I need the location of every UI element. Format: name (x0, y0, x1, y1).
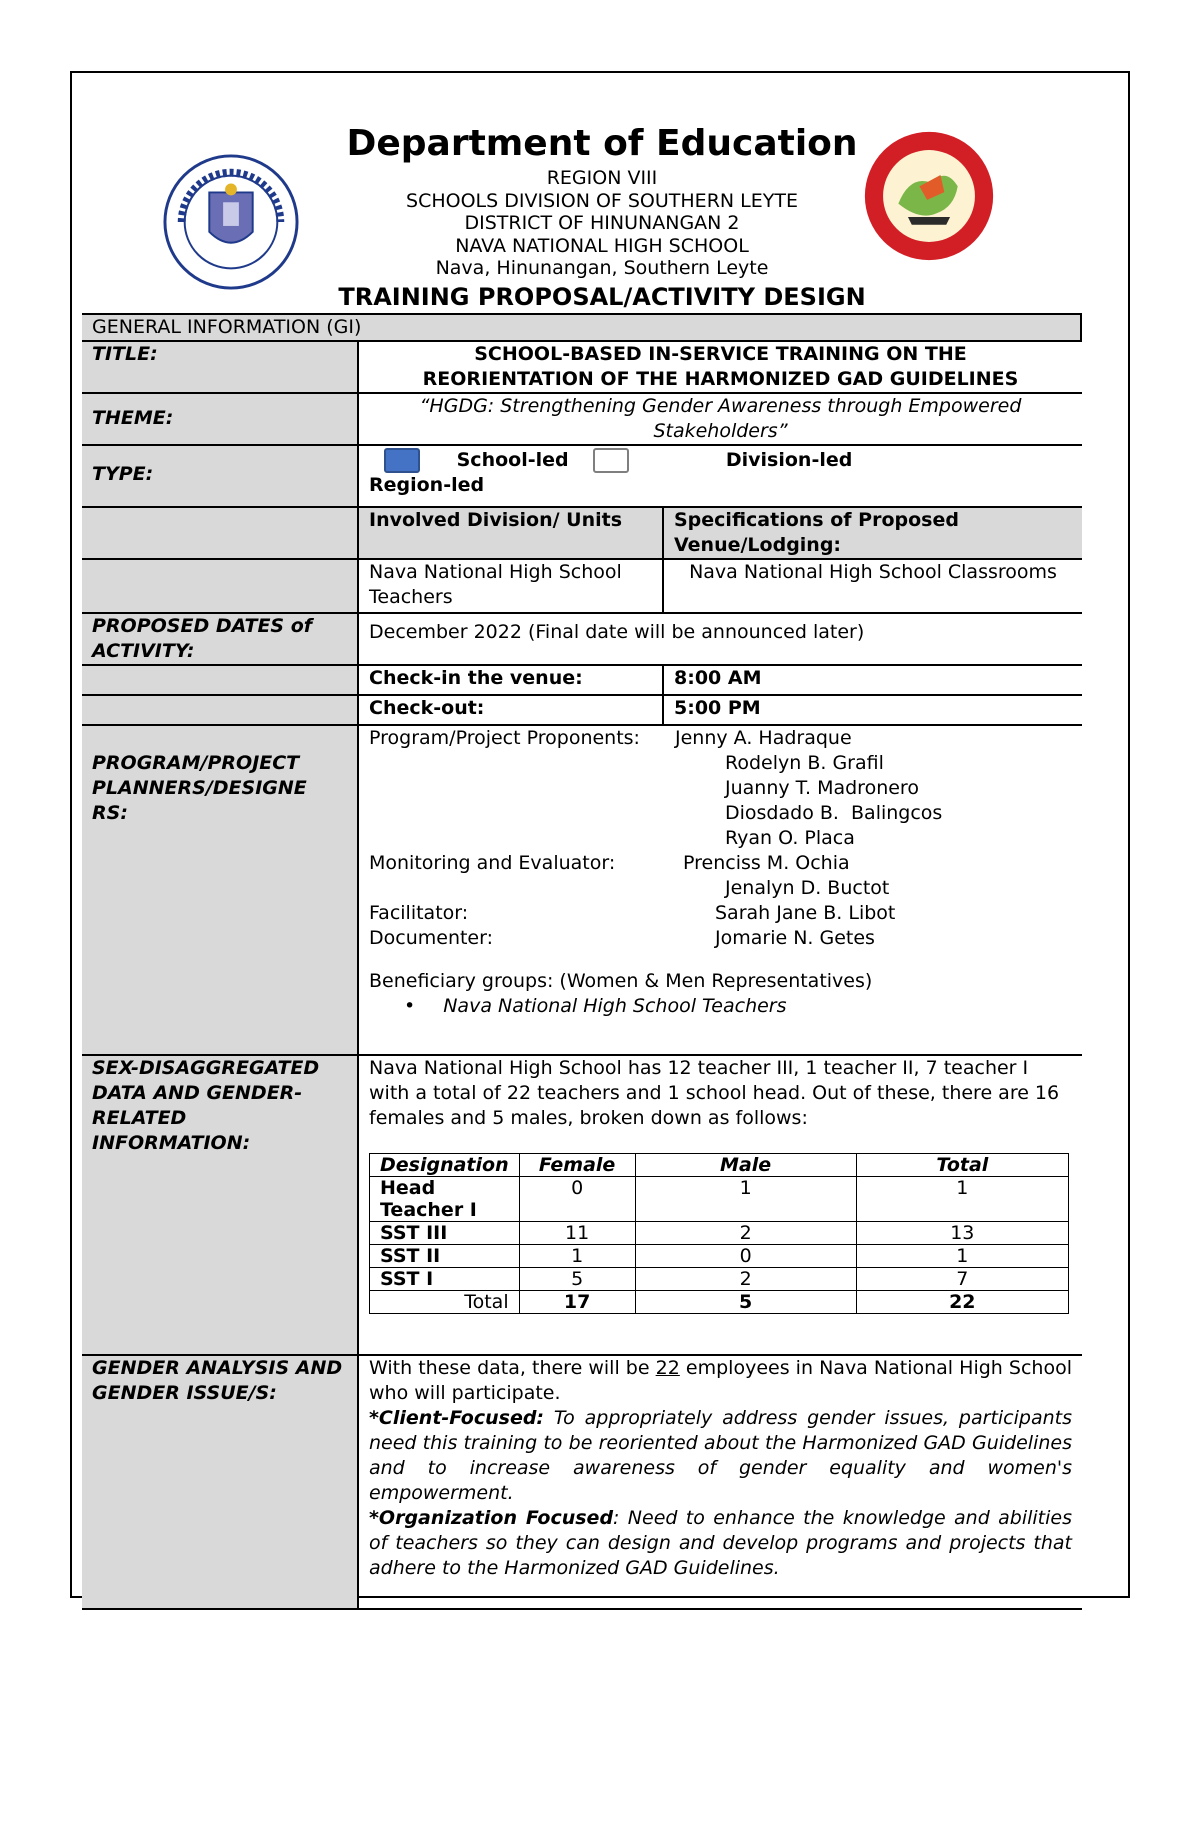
cell-female: 5 (519, 1268, 635, 1291)
facilitator-name: Sarah Jane B. Libot (715, 902, 896, 924)
cell-male: 0 (635, 1245, 856, 1268)
proponent-name: Jenny A. Hadraque (675, 727, 852, 749)
cell-designation: SST III (370, 1222, 520, 1245)
client-focused-text: To appropriately address gender issues, participants need this training to be reoriented about the Harmonized GAD Guidelines and to increase awareness of gender equality and women's empowerment. (369, 1407, 1072, 1504)
col-total: Total (856, 1154, 1068, 1177)
title-label: TITLE: (82, 342, 359, 392)
cell-total: 1 (856, 1177, 1068, 1222)
cell-female: 0 (519, 1177, 635, 1222)
beneficiary-label: Beneficiary groups: (Women & Men Representatives) (369, 970, 873, 992)
documenter-name: Jomarie N. Getes (715, 927, 875, 949)
personnel-table (369, 1153, 1069, 1314)
checkout-label-cell (82, 696, 359, 724)
client-focused-paragraph (369, 1406, 1072, 1506)
cell-designation: SST II (370, 1245, 520, 1268)
proposal-form (82, 313, 1082, 1610)
table-row (370, 1177, 1069, 1222)
theme-label: THEME: (82, 394, 359, 444)
intro-number: 22 (655, 1357, 680, 1379)
address-line: Nava, Hinunangan, Southern Leyte (435, 257, 769, 279)
beneficiary-item-text: Nava National High School Teachers (443, 995, 787, 1017)
organization-focused-text: : Need to enhance the knowledge and abilities of teachers so they can design and develop programs and projects that adhere to the Harmonized GAD Guidelines. (369, 1507, 1072, 1579)
type-row (82, 444, 1082, 506)
checkout-row (82, 694, 1082, 724)
table-row (370, 1245, 1069, 1268)
sex-data-value (359, 1056, 1082, 1354)
monitoring-label: Monitoring and Evaluator: (369, 852, 616, 874)
page-frame (70, 71, 1130, 1598)
facilitator-label: Facilitator: (369, 902, 469, 924)
region-line: REGION VIII (546, 167, 658, 189)
checkin-label-cell (82, 666, 359, 694)
units-header-label-cell (82, 508, 359, 558)
cell-total: 13 (856, 1222, 1068, 1245)
division-led-checkbox[interactable] (593, 448, 629, 473)
proponent-name: Rodelyn B. Grafil (725, 752, 884, 774)
units-row (82, 558, 1082, 612)
proposal-title: TRAINING PROPOSAL/ACTIVITY DESIGN (338, 282, 866, 311)
checkin-values (359, 666, 1082, 694)
proponent-name: Juanny T. Madronero (725, 777, 919, 799)
intro-post: employees in Nava National High School who will participate. (369, 1357, 1072, 1404)
planners-value (359, 726, 1082, 1054)
title-line-2: REORIENTATION OF THE HARMONIZED GAD GUIDELINES (422, 368, 1019, 390)
planners-row (82, 724, 1082, 1054)
division-led-label: Division-led (725, 449, 853, 471)
col-male: Male (635, 1154, 856, 1177)
cell-designation: Head Teacher I (370, 1177, 520, 1222)
organization-focused-label: *Organization Focused (369, 1507, 614, 1529)
checkin-row (82, 664, 1082, 694)
organization-focused-paragraph (369, 1506, 1072, 1581)
dates-label: PROPOSED DATES of ACTIVITY: (82, 614, 359, 664)
planners-label: PROGRAM/PROJECT PLANNERS/DESIGNE RS: (82, 726, 359, 1054)
checkout-label: Check-out: (359, 696, 664, 724)
monitor-name: Prenciss M. Ochia (683, 852, 850, 874)
type-options (359, 446, 1082, 506)
involved-units-value: Nava National High School Teachers (359, 560, 664, 612)
department-name: Department of Education (346, 123, 858, 164)
col-designation: Designation (370, 1154, 520, 1177)
checkin-value: 8:00 AM (674, 667, 762, 689)
units-values (359, 560, 1082, 612)
units-header-row (82, 506, 1082, 558)
units-label-cell (82, 560, 359, 612)
documenter-label: Documenter: (369, 927, 494, 949)
proponents-label: Program/Project Proponents: (369, 727, 640, 749)
col-female: Female (519, 1154, 635, 1177)
cell-female: 11 (519, 1222, 635, 1245)
venue-value: Nava National High School Classrooms (689, 561, 1057, 583)
table-total-row (370, 1291, 1069, 1314)
theme-line-1: “HGDG: Strengthening Gender Awareness through Empowered (419, 395, 1022, 417)
sex-data-row (82, 1054, 1082, 1354)
cell-male: 2 (635, 1268, 856, 1291)
title-value (359, 342, 1082, 392)
cell-male: 2 (635, 1222, 856, 1245)
gi-header: GENERAL INFORMATION (GI) (82, 315, 1082, 340)
dates-row (82, 612, 1082, 664)
proponent-name: Diosdado B. Balingcos (725, 802, 943, 824)
region-led-label: Region-led (369, 474, 485, 496)
gender-analysis-row (82, 1354, 1082, 1610)
gender-analysis-intro (369, 1356, 1072, 1406)
dates-value: December 2022 (Final date will be announced later) (369, 621, 865, 643)
units-header-col1: Involved Division/ Units (359, 508, 664, 558)
school-led-checkbox[interactable] (384, 448, 420, 473)
division-line: SCHOOLS DIVISION OF SOUTHERN LEYTE (406, 189, 798, 212)
checkin-label: Check-in the venue: (359, 666, 664, 694)
table-header-row (370, 1154, 1069, 1177)
total-male: 5 (635, 1291, 856, 1314)
type-label: TYPE: (82, 446, 359, 506)
sex-data-label: SEX-DISAGGREGATED DATA AND GENDER-RELATED INFORMATION: (82, 1056, 359, 1354)
cell-designation: SST I (370, 1268, 520, 1291)
bullet-icon: • (404, 995, 416, 1017)
cell-total: 1 (856, 1245, 1068, 1268)
school-led-label: School-led (456, 449, 569, 471)
district-line: DISTRICT OF HINUNANGAN 2 (464, 212, 740, 234)
table-row (370, 1222, 1069, 1245)
cell-male: 1 (635, 1177, 856, 1222)
client-focused-label: *Client-Focused: (369, 1407, 545, 1429)
title-row (82, 340, 1082, 392)
sex-data-paragraph: Nava National High School has 12 teacher III, 1 teacher II, 7 teacher I with a total of 22 teachers and 1 school head. Out of these, there are 16 females and 5 males, broken down as follows: (369, 1057, 1060, 1129)
letterhead (72, 123, 1132, 312)
theme-line-2: Stakeholders” (653, 420, 788, 442)
theme-row (82, 392, 1082, 444)
table-row (370, 1268, 1069, 1291)
checkout-value: 5:00 PM (674, 697, 761, 719)
title-line-1: SCHOOL-BASED IN-SERVICE TRAINING ON THE (474, 343, 967, 365)
checkout-values (359, 696, 1082, 724)
units-header-col2: Specifications of Proposed Venue/Lodging: (674, 509, 959, 556)
gender-analysis-value (359, 1356, 1082, 1608)
total-all: 22 (856, 1291, 1068, 1314)
units-header (359, 508, 1082, 558)
gender-analysis-label: GENDER ANALYSIS AND GENDER ISSUE/S: (82, 1356, 359, 1608)
cell-female: 1 (519, 1245, 635, 1268)
beneficiary-item (369, 994, 1072, 1019)
monitor-name: Jenalyn D. Buctot (725, 877, 890, 899)
gi-header-row (82, 313, 1082, 340)
theme-value (359, 394, 1082, 444)
school-line: NAVA NATIONAL HIGH SCHOOL (455, 234, 749, 257)
cell-total: 7 (856, 1268, 1068, 1291)
total-female: 17 (519, 1291, 635, 1314)
proponent-name: Ryan O. Placa (725, 827, 855, 849)
intro-pre: With these data, there will be (369, 1357, 656, 1379)
total-label: Total (370, 1291, 520, 1314)
